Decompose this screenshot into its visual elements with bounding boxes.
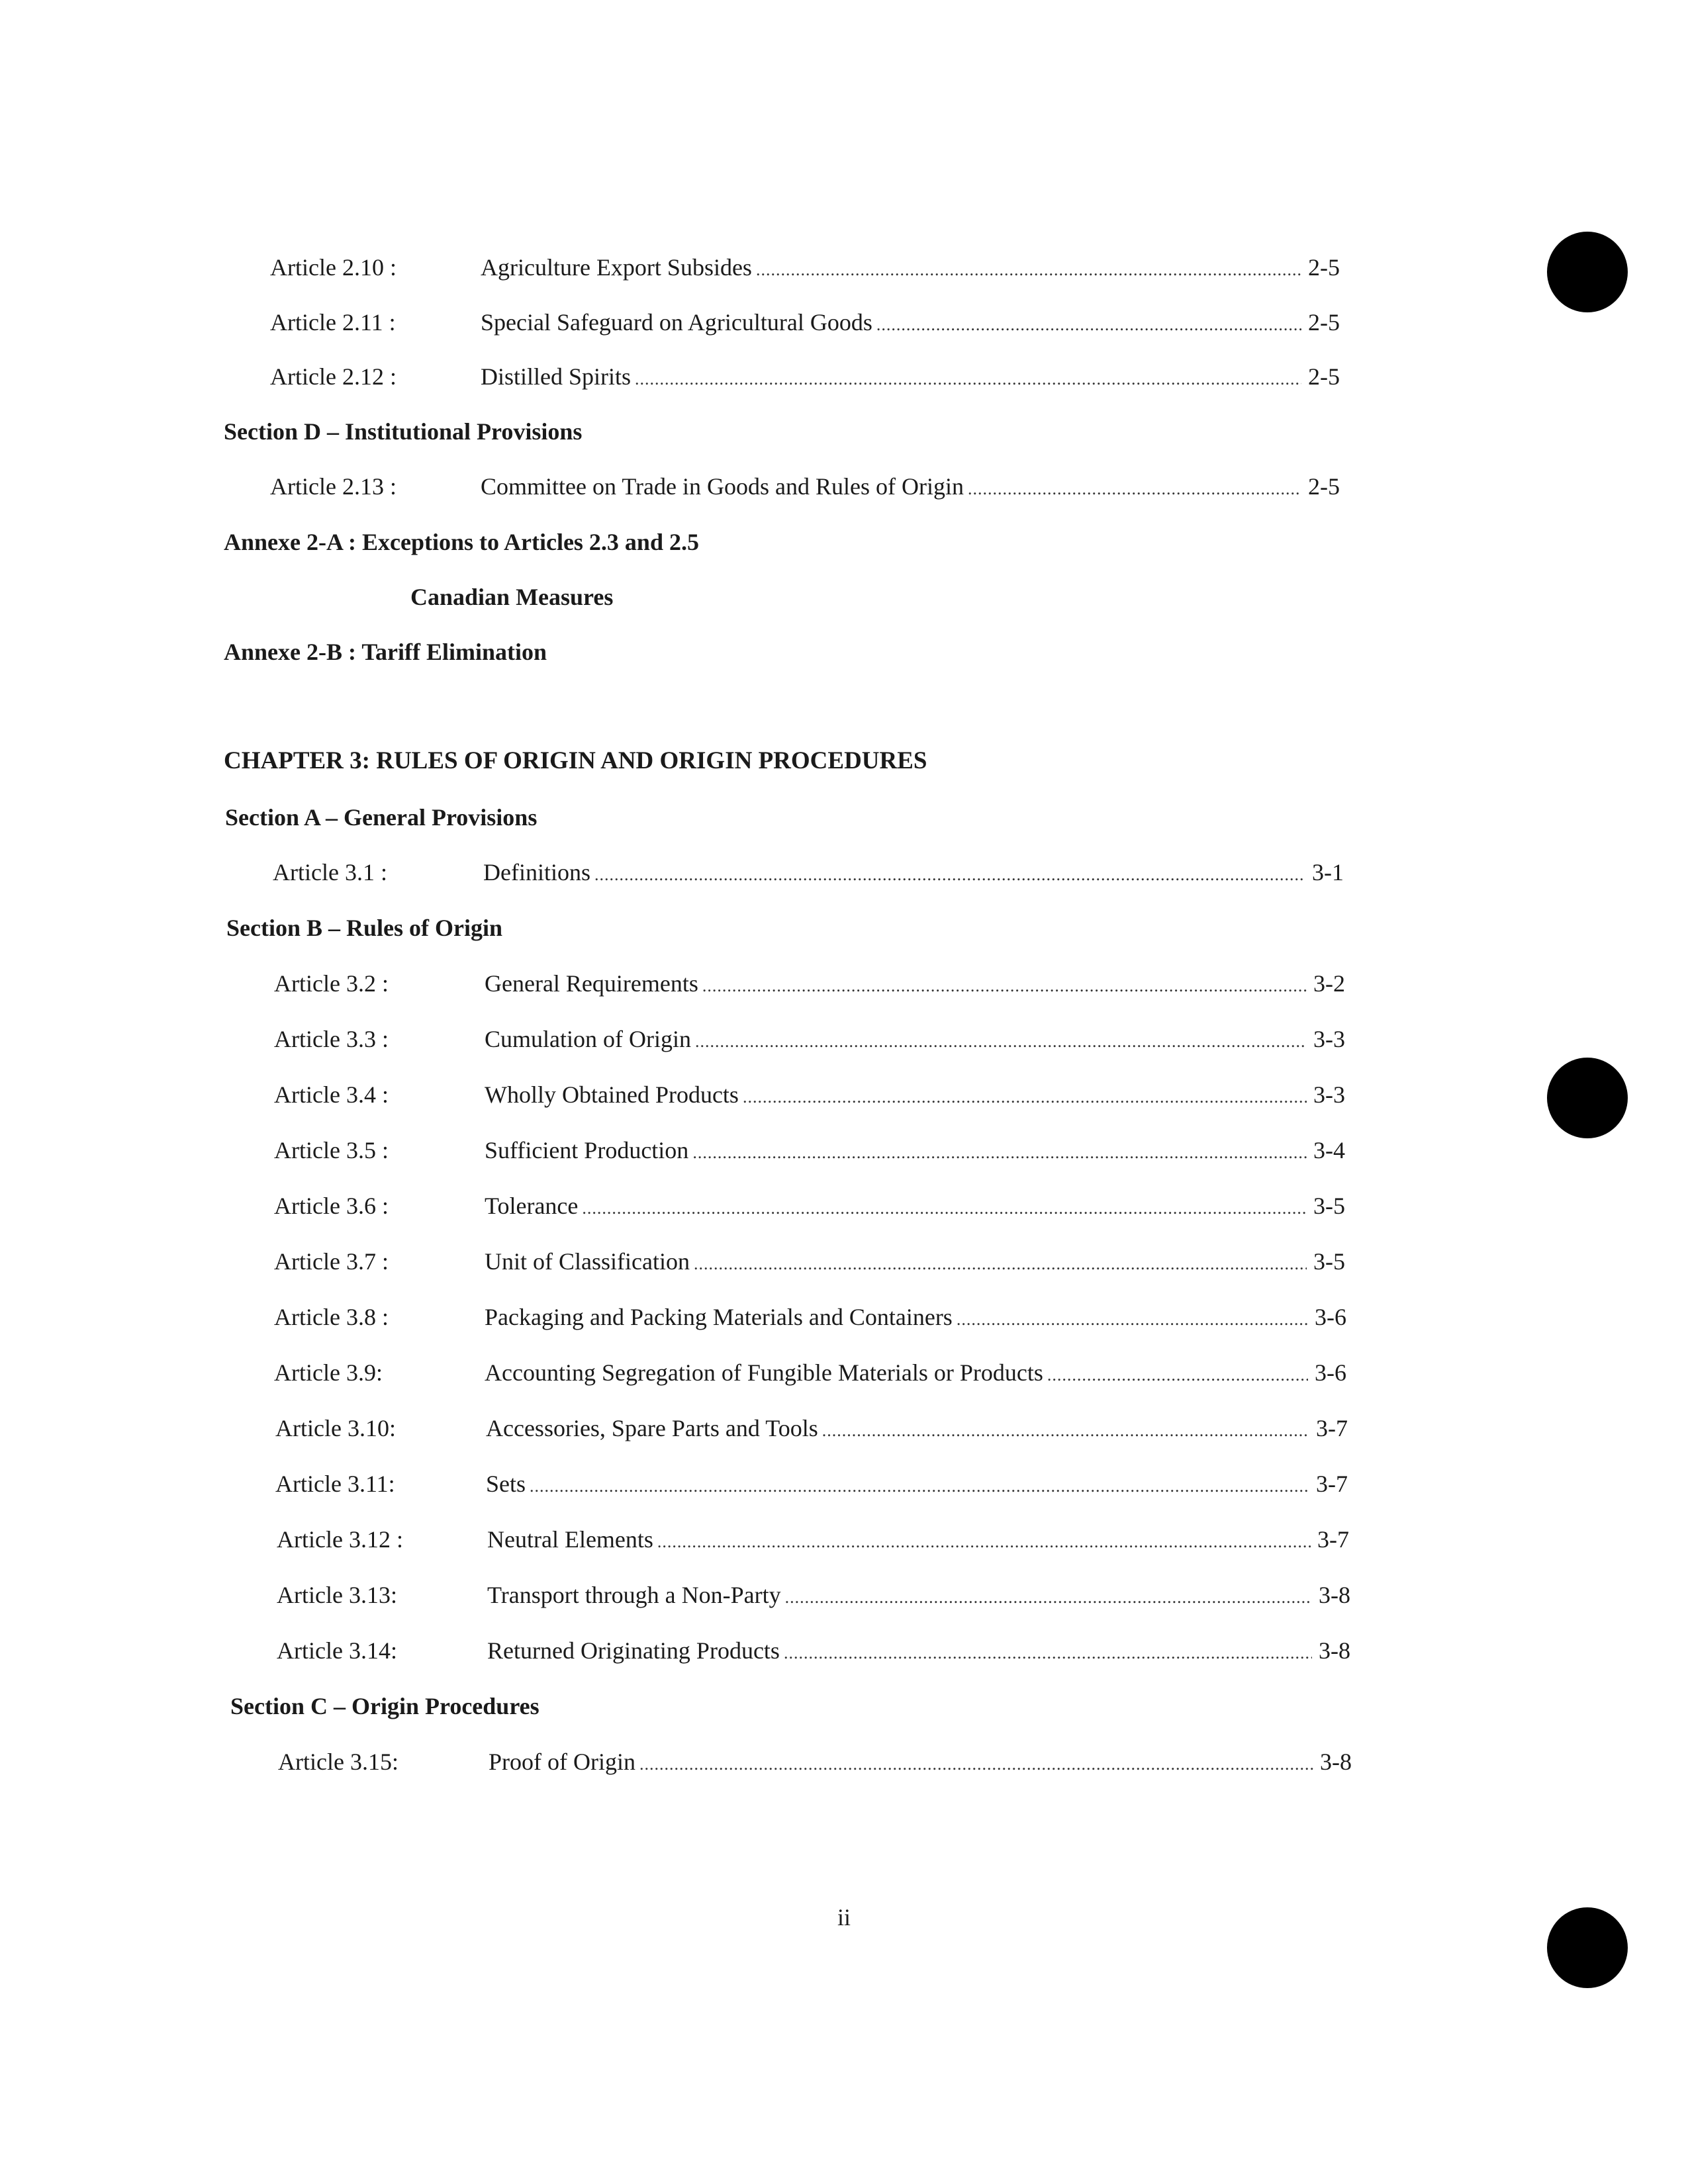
toc-article-number: Article 3.11:: [275, 1471, 395, 1497]
toc-entry: [270, 253, 1350, 285]
toc-entry: [277, 1636, 1361, 1668]
toc-leader-dots: [692, 1138, 1307, 1167]
toc-article-number: Article 2.11 :: [270, 309, 396, 336]
toc-leader-dots: [530, 1472, 1309, 1501]
toc-page-number: 2-5: [1308, 473, 1340, 500]
toc-leader-dots: [702, 972, 1307, 1001]
toc-article-number: Article 3.12 :: [277, 1526, 403, 1553]
toc-leader-dots: [743, 1083, 1307, 1112]
toc-leader-dots: [657, 1527, 1311, 1557]
section-heading: Section D – Institutional Provisions: [224, 418, 583, 445]
toc-article-number: Article 3.13:: [277, 1582, 397, 1608]
toc-page-number: 3-8: [1319, 1582, 1350, 1608]
toc-article-title: General Requirements: [485, 970, 698, 997]
toc-leader-dots: [695, 1027, 1307, 1056]
toc-entry: [274, 1136, 1356, 1167]
toc-article-title: Unit of Classification: [485, 1248, 690, 1275]
toc-entry: [275, 1469, 1358, 1501]
toc-article-title: Tolerance: [485, 1193, 579, 1219]
toc-article-title: Distilled Spirits: [481, 363, 632, 390]
section-heading: Section B – Rules of Origin: [226, 915, 503, 941]
toc-page-number: 3-1: [1312, 859, 1344, 886]
binder-hole: [1547, 232, 1628, 312]
section-heading: Section C – Origin Procedures: [230, 1693, 539, 1719]
toc-entry: [274, 1302, 1357, 1334]
toc-article-title: Special Safeguard on Agricultural Goods: [481, 309, 872, 336]
toc-leader-dots: [785, 1583, 1312, 1612]
toc-article-title: Transport through a Non-Party: [487, 1582, 781, 1608]
toc-entry: [277, 1580, 1361, 1612]
toc-leader-dots: [639, 1750, 1313, 1779]
toc-entry: [270, 472, 1350, 504]
toc-article-title: Returned Originating Products: [487, 1637, 780, 1664]
toc-article-number: Article 3.15:: [278, 1749, 399, 1775]
section-heading: Section A – General Provisions: [225, 804, 538, 831]
toc-entry: [274, 1191, 1356, 1223]
toc-entry: [274, 1024, 1356, 1056]
toc-leader-dots: [957, 1305, 1308, 1334]
toc-leader-dots: [1047, 1361, 1308, 1390]
toc-page-number: 3-6: [1315, 1359, 1346, 1386]
toc-article-number: Article 3.9:: [274, 1359, 383, 1386]
toc-page-number: 3-2: [1313, 970, 1345, 997]
annexe-heading: Annexe 2-A : Exceptions to Articles 2.3 and 2.5: [224, 529, 699, 555]
toc-entry: [270, 308, 1350, 340]
toc-page-number: 2-5: [1308, 309, 1340, 336]
toc-page-number: 3-4: [1313, 1137, 1345, 1163]
toc-entry: [274, 1358, 1357, 1390]
toc-page-number: 2-5: [1308, 363, 1340, 390]
binder-hole: [1547, 1907, 1628, 1988]
toc-leader-dots: [968, 475, 1301, 504]
toc-page-number: 3-3: [1313, 1081, 1345, 1108]
toc-leader-dots: [635, 365, 1301, 394]
toc-entry: [273, 858, 1354, 889]
toc-leader-dots: [594, 860, 1305, 889]
toc-article-number: Article 2.10 :: [270, 254, 397, 281]
toc-article-number: Article 3.6 :: [274, 1193, 389, 1219]
toc-leader-dots: [694, 1250, 1307, 1279]
toc-entry: [270, 362, 1350, 394]
page-number: ii: [837, 1904, 851, 1931]
toc-leader-dots: [876, 310, 1301, 340]
toc-article-title: Accounting Segregation of Fungible Materials or Products: [485, 1359, 1043, 1386]
toc-article-number: Article 3.3 :: [274, 1026, 389, 1052]
toc-article-title: Definitions: [483, 859, 590, 886]
toc-article-title: Agriculture Export Subsides: [481, 254, 752, 281]
annexe-heading: Annexe 2-B : Tariff Elimination: [224, 639, 547, 665]
toc-leader-dots: [756, 255, 1301, 285]
toc-article-title: Sets: [486, 1471, 526, 1497]
toc-article-number: Article 3.1 :: [273, 859, 387, 886]
toc-article-number: Article 3.4 :: [274, 1081, 389, 1108]
toc-article-title: Neutral Elements: [487, 1526, 653, 1553]
toc-article-number: Article 3.5 :: [274, 1137, 389, 1163]
toc-article-number: Article 2.12 :: [270, 363, 397, 390]
toc-page-number: 2-5: [1308, 254, 1340, 281]
toc-article-number: Article 3.2 :: [274, 970, 389, 997]
toc-page-number: 3-5: [1313, 1193, 1345, 1219]
toc-page-number: 3-7: [1316, 1471, 1348, 1497]
toc-article-number: Article 3.8 :: [274, 1304, 389, 1330]
toc-leader-dots: [784, 1639, 1312, 1668]
toc-entry: [277, 1525, 1360, 1557]
chapter-title: CHAPTER 3: RULES OF ORIGIN AND ORIGIN PROCEDURES: [224, 747, 927, 774]
toc-article-title: Accessories, Spare Parts and Tools: [486, 1415, 818, 1441]
toc-article-number: Article 3.7 :: [274, 1248, 389, 1275]
toc-page-number: 3-8: [1320, 1749, 1352, 1775]
binder-hole: [1547, 1058, 1628, 1138]
toc-page-number: 3-5: [1313, 1248, 1345, 1275]
toc-page-number: 3-8: [1319, 1637, 1350, 1664]
toc-article-title: Wholly Obtained Products: [485, 1081, 739, 1108]
toc-entry: [278, 1747, 1362, 1779]
toc-article-title: Cumulation of Origin: [485, 1026, 691, 1052]
toc-leader-dots: [822, 1416, 1309, 1445]
toc-page-number: 3-6: [1315, 1304, 1346, 1330]
toc-page-number: 3-3: [1313, 1026, 1345, 1052]
toc-entry: [274, 1247, 1356, 1279]
toc-article-title: Sufficient Production: [485, 1137, 689, 1163]
toc-article-title: Committee on Trade in Goods and Rules of Origin: [481, 473, 964, 500]
toc-page-number: 3-7: [1316, 1415, 1348, 1441]
toc-article-number: Article 2.13 :: [270, 473, 397, 500]
toc-leader-dots: [582, 1194, 1307, 1223]
toc-article-number: Article 3.10:: [275, 1415, 396, 1441]
toc-article-title: Packaging and Packing Materials and Containers: [485, 1304, 953, 1330]
toc-page-number: 3-7: [1317, 1526, 1349, 1553]
toc-entry: [274, 969, 1356, 1001]
toc-entry: [275, 1414, 1358, 1445]
annexe-subheading: Canadian Measures: [410, 584, 614, 610]
toc-article-number: Article 3.14:: [277, 1637, 397, 1664]
toc-entry: [274, 1080, 1356, 1112]
toc-article-title: Proof of Origin: [489, 1749, 635, 1775]
